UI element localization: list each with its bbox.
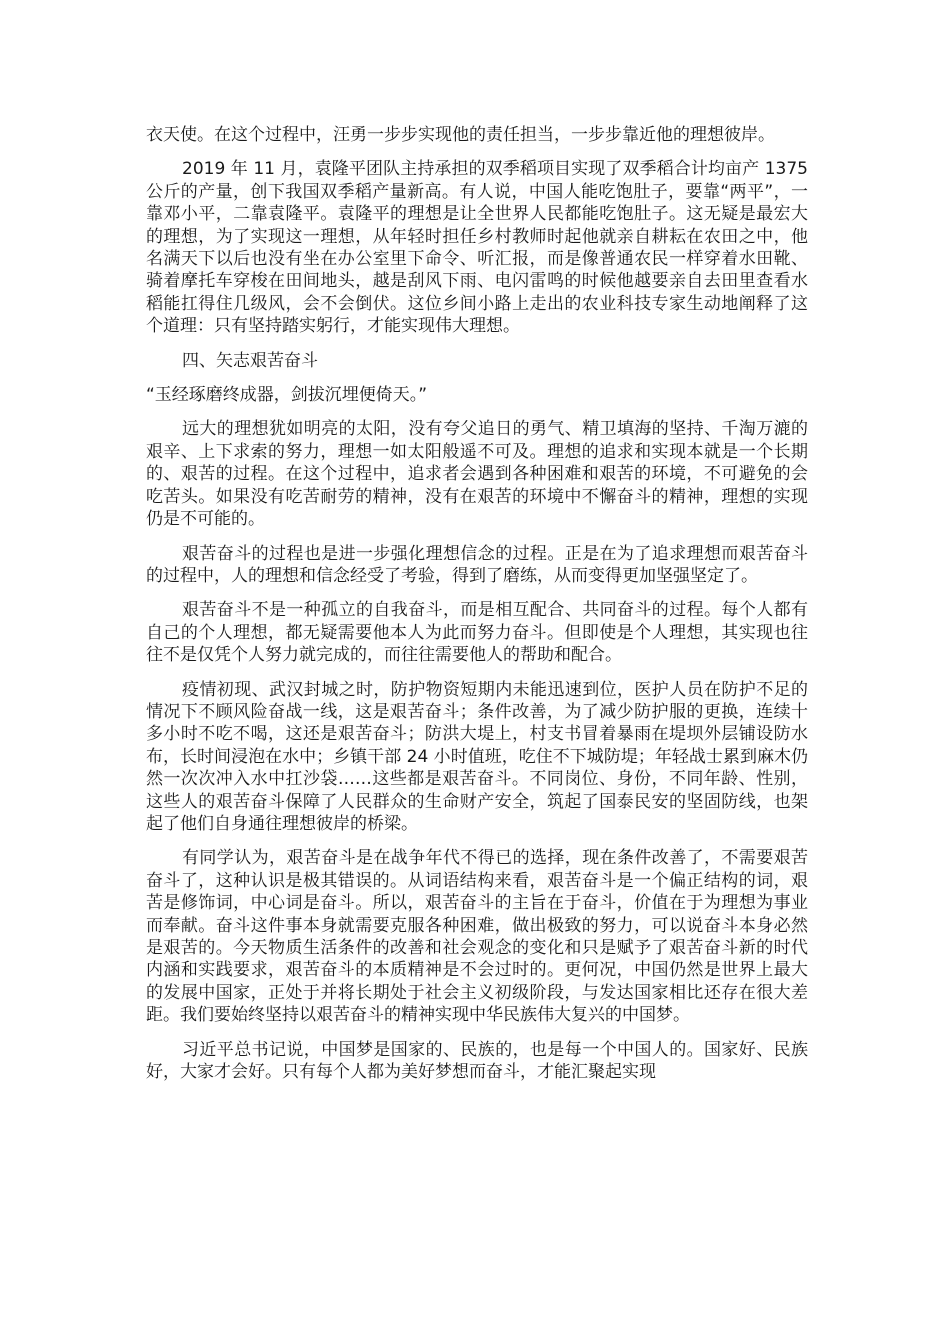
paragraph-epidemic: 疫情初现、武汉封城之时，防护物资短期内未能迅速到位，医护人员在防护不足的情况下不顾风险奋战一线，这是艰苦奋斗；条件改善，为了减少防护服的更换，连续十多小时不吃不喝，这还是艰苦奋斗；防洪大堤上，村支书冒着暴雨在堤坝外层铺设防水布，长时间浸泡在水中；乡镇干部 24 小时值班，吃住不下城防堤；年轻战士累到麻木仍然一次次冲入水中扛沙袋……这些都是艰苦奋斗。不同岗位、身份，不同年龄、性别，这些人的艰苦奋斗保障了人民群众的生命财产安全，筑起了国泰民安的坚固防线，也架起了他们自身通往理想彼岸的桥梁。	[146, 679, 808, 834]
quotation: “玉经琢磨终成器，剑拔沉埋便倚天。”	[146, 385, 428, 406]
paragraph-cooperation: 艰苦奋斗不是一种孤立的自我奋斗，而是相互配合、共同奋斗的过程。每个人都有自己的个人理想，都无疑需要他本人为此而努力奋斗。但即使是个人理想，其实现也往往不是仅凭个人努力就完成的，而往往需要他人的帮助和配合。	[146, 600, 808, 666]
paragraph-continuation: 衣天使。在这个过程中，汪勇一步步实现他的责任担当，一步步靠近他的理想彼岸。	[146, 125, 775, 145]
document-body	[146, 124, 808, 1095]
paragraph-yuan-longping: 2019 年 11 月，袁隆平团队主持承担的双季稻项目实现了双季稻合计均亩产 1375 公斤的产量，创下我国双季稻产量新高。有人说，中国人能吃饱肚子，要靠“两平”，一靠邓小平，二靠袁隆平。袁隆平的理想是让全世界人民都能吃饱肚子。这无疑是最宏大的理想，为了实现这一理想，从年轻时担任乡村教师时起他就亲自耕耘在农田之中，他名满天下以后也没有坐在办公室里下命令、听汇报，而是像普通农民一样穿着水田靴、骑着摩托车穿梭在田间地头，越是刮风下雨、电闪雷鸣的时候他越要亲自去田里查看水稻能扛得住几级风，会不会倒伏。这位乡间小路上走出的农业科技专家生动地阐释了这个道理：只有坚持踏实躬行，才能实现伟大理想。	[146, 159, 808, 337]
paragraph-ideal-sun: 远大的理想犹如明亮的太阳，没有夸父追日的勇气、精卫填海的坚持、千淘万漉的艰辛、上下求索的努力，理想一如太阳般遥不可及。理想的追求和实现本就是一个长期的、艰苦的过程。在这个过程中，追求者会遇到各种困难和艰苦的环境，不可避免的会吃苦头。如果没有吃苦耐劳的精神，没有在艰苦的环境中不懈奋斗的精神，理想的实现仍是不可能的。	[146, 419, 808, 530]
section-heading: 四、矢志艰苦奋斗	[182, 350, 318, 371]
paragraph-strengthen-belief: 艰苦奋斗的过程也是进一步强化理想信念的过程。正是在为了追求理想而艰苦奋斗的过程中，人的理想和信念经受了考验，得到了磨练，从而变得更加坚强坚定了。	[146, 543, 808, 586]
paragraph-chinese-dream: 习近平总书记说，中国梦是国家的、民族的，也是每一个中国人的。国家好、民族好，大家才会好。只有每个人都为美好梦想而奋斗，才能汇聚起实现	[146, 1039, 808, 1083]
paragraph-misconception: 有同学认为，艰苦奋斗是在战争年代不得已的选择，现在条件改善了，不需要艰苦奋斗了，这种认识是极其错误的。从词语结构来看，艰苦奋斗是一个偏正结构的词，艰苦是修饰词，中心词是奋斗。所以，艰苦奋斗的主旨在于奋斗，价值在于为理想为事业而奉献。奋斗这件事本身就需要克服各种困难，做出极致的努力，可以说奋斗本身必然是艰苦的。今天物质生活条件的改善和社会观念的变化和只是赋予了艰苦奋斗新的时代内涵和实践要求，艰苦奋斗的本质精神是不会过时的。更何况，中国仍然是世界上最大的发展中国家，正处于并将长期处于社会主义初级阶段，与发达国家相比还存在很大差距。我们要始终坚持以艰苦奋斗的精神实现中华民族伟大复兴的中国梦。	[146, 848, 808, 1026]
